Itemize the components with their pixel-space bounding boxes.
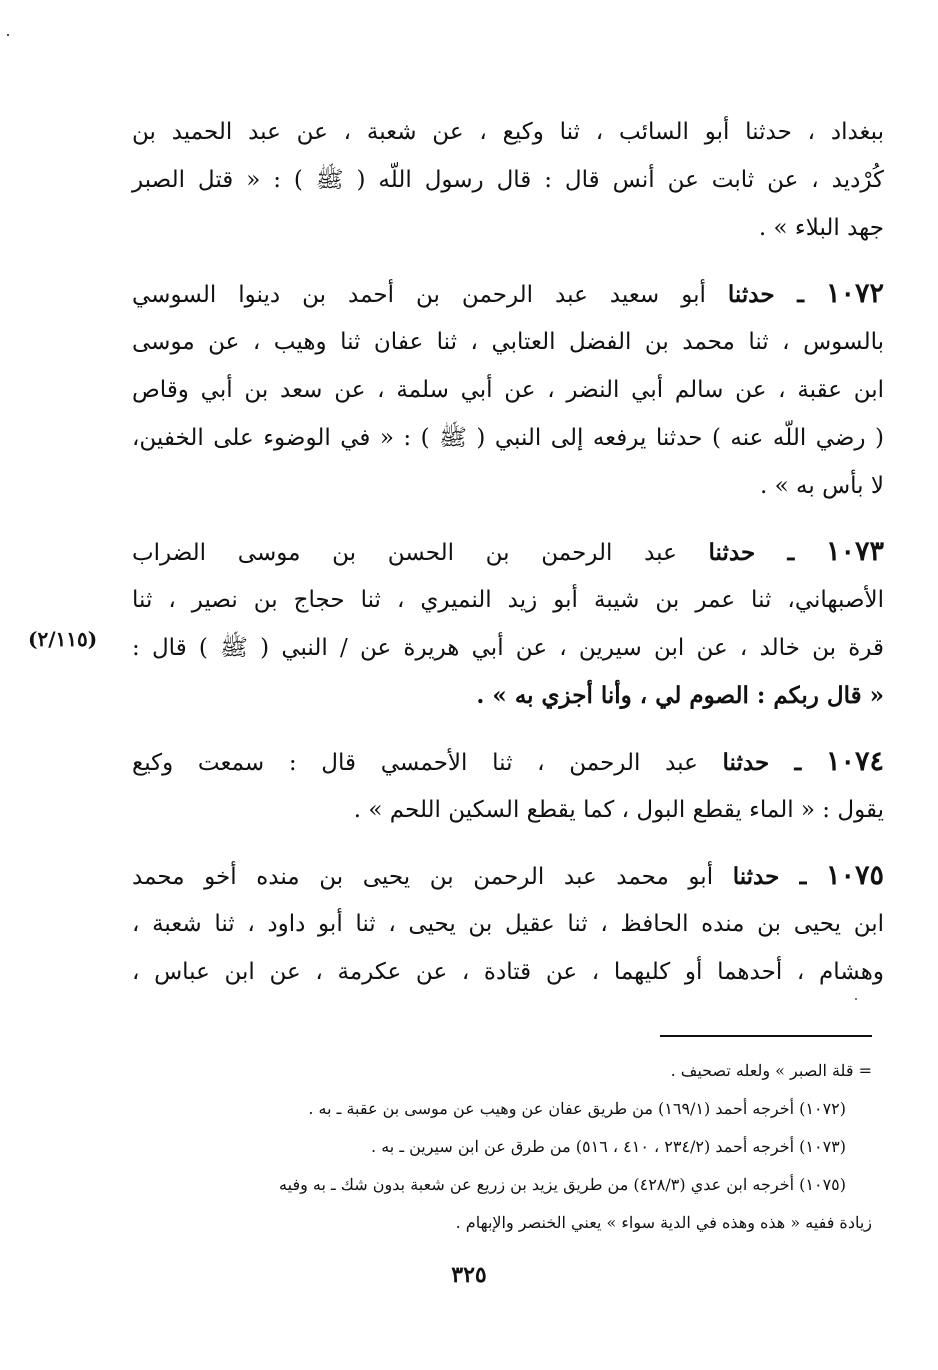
hadith-lead: ـ حدثنا bbox=[708, 539, 795, 566]
text-line: جهد البلاء » . bbox=[758, 215, 884, 241]
text-line: يقول : « الماء يقطع البول ، كما يقطع السكين اللحم » . bbox=[353, 797, 884, 823]
text-line: « قال ربكم : الصوم لي ، وأنا أجزي به » . bbox=[476, 682, 884, 709]
text-line: وهشام ، أحدهما أو كليهما ، عن قتادة ، عن عكرمة ، عن ابن عباس ، bbox=[132, 959, 884, 985]
paragraph-continuation bbox=[132, 108, 884, 252]
hadith-1074 bbox=[132, 738, 884, 834]
text-line: ببغداد ، حدثنا أبو السائب ، ثنا وكيع ، عن شعبة ، عن عبد الحميد بن bbox=[132, 119, 884, 145]
text-line: ( رضي اللّه عنه ) حدثنا يرفعه إلى النبي ( ﷺ ) : « في الوضوء على الخفين، bbox=[132, 425, 884, 451]
footnote-line: (١٠٧٥) أخرجه ابن عدي (٤٢٨/٣) من طريق يزيد بن زريع عن شعبة بدون شك ـ به وفيه bbox=[279, 1175, 846, 1194]
line-text: أبو محمد عبد الرحمن بن يحيى بن منده أخو محمد bbox=[132, 864, 714, 890]
main-text bbox=[132, 108, 884, 996]
hadith-lead: ـ حدثنا bbox=[732, 863, 807, 890]
hadith-lead: ـ حدثنا bbox=[727, 281, 804, 308]
hadith-lead: ـ حدثنا bbox=[722, 749, 802, 776]
footnote-line: = قلة الصبر » ولعله تصحيف . bbox=[670, 1061, 872, 1080]
text-line: ابن يحيى بن منده الحافظ ، ثنا عقيل بن يحيى ، ثنا أبو داود ، ثنا شعبة ، bbox=[132, 911, 884, 937]
manuscript-folio-reference: (٢/١١٥) bbox=[28, 627, 98, 651]
hadith-number: ١٠٧٢ bbox=[826, 278, 885, 309]
footnote-line: (١٠٧٢) أخرجه أحمد (١٦٩/١) من طريق عفان عن وهيب عن موسى بن عقبة ـ به . bbox=[308, 1099, 846, 1118]
page-number: ٣٢٥ bbox=[451, 1262, 487, 1288]
text-line bbox=[132, 852, 884, 900]
hadith-1073 bbox=[132, 528, 884, 720]
line-text: أبو سعيد عبد الرحمن بن أحمد بن دينوا السوسي bbox=[132, 282, 706, 308]
hadith-number: ١٠٧٣ bbox=[826, 536, 885, 567]
line-text: عبد الرحمن ، ثنا الأحمسي قال : سمعت وكيع bbox=[132, 750, 698, 776]
text-line: كُرْديد ، عن ثابت عن أنس قال : قال رسول اللّه ( ﷺ ) : « قتل الصبر bbox=[132, 167, 884, 193]
text-line bbox=[132, 270, 884, 318]
text-line: بالسوس ، ثنا محمد بن الفضل العتابي ، ثنا عفان ثنا وهيب ، عن موسى bbox=[132, 329, 884, 355]
text-line: قرة بن خالد ، عن ابن سيرين ، عن أبي هريرة عن / النبي ( ﷺ ) قال : bbox=[132, 635, 884, 661]
footnote-line: زيادة ففيه « هذه وهذه في الدية سواء » يعني الخنصر والإبهام . bbox=[455, 1213, 872, 1232]
text-line: ابن عقبة ، عن سالم أبي النضر ، عن أبي سلمة ، عن سعد بن أبي وقاص bbox=[132, 377, 884, 403]
text-line: الأصبهاني، ثنا عمر بن شيبة أبو زيد النميري ، ثنا حجاج بن نصير ، ثنا bbox=[132, 587, 884, 613]
scan-speck bbox=[7, 34, 9, 36]
hadith-number: ١٠٧٥ bbox=[826, 860, 885, 891]
hadith-1072 bbox=[132, 270, 884, 510]
hadith-number: ١٠٧٤ bbox=[826, 746, 885, 777]
footnotes bbox=[132, 1052, 872, 1242]
line-text: عبد الرحمن بن الحسن بن موسى الضراب bbox=[132, 540, 677, 566]
footnote-divider bbox=[660, 1035, 872, 1037]
text-line bbox=[132, 528, 884, 576]
hadith-1075 bbox=[132, 852, 884, 996]
text-line: لا بأس به » . bbox=[760, 473, 884, 499]
footnote-line: (١٠٧٣) أخرجه أحمد (٢٣٤/٢ ، ٤١٠ ، ٥١٦) من طرق عن ابن سيرين ـ به . bbox=[371, 1137, 846, 1156]
scan-speck bbox=[855, 998, 857, 1000]
text-line bbox=[132, 738, 884, 786]
